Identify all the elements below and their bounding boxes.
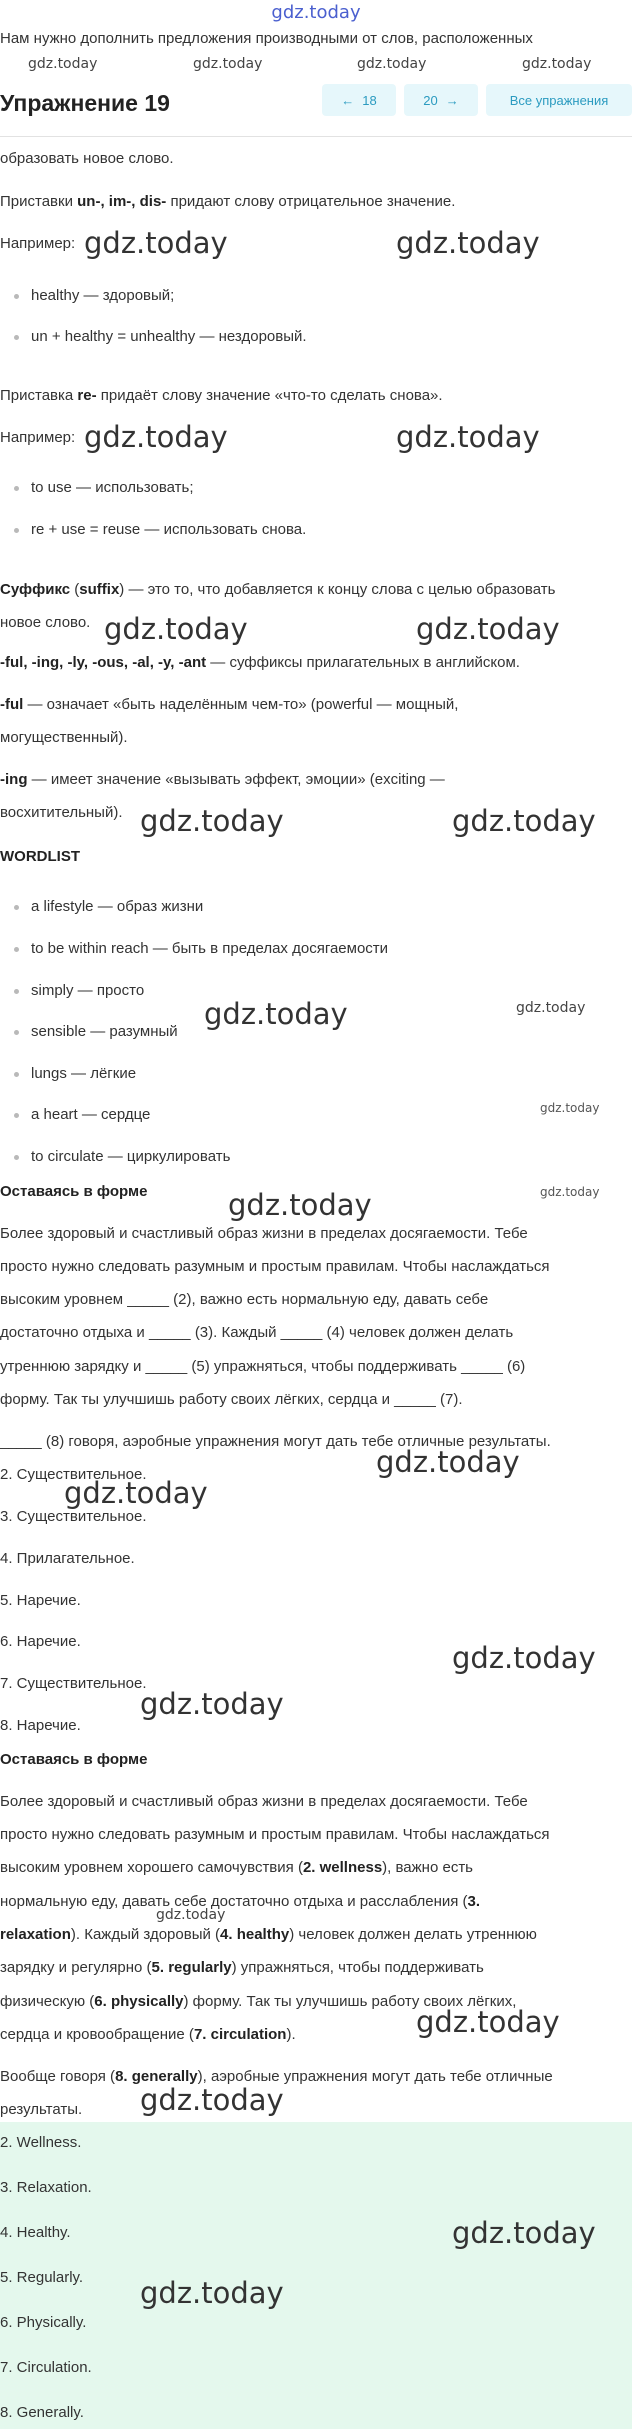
watermark: gdz.today (396, 226, 540, 260)
list-item: lungs — лёгкие (14, 1065, 136, 1082)
page-title: Упражнение 19 (0, 90, 170, 116)
bullet-icon (14, 528, 19, 533)
next-exercise-label: 20 (423, 92, 438, 108)
watermark: gdz.today (416, 2005, 560, 2039)
header-divider (0, 136, 632, 137)
part-of-speech: 2. Существительное. (0, 1466, 147, 1483)
solution-text: просто нужно следовать разумным и простым правилам. Чтобы наслаждаться (0, 1826, 550, 1843)
theory-text: Суффикс (suffix) — это то, что добавляется к концу слова с целью образовать (0, 581, 556, 598)
wordlist-title: WORDLIST (0, 848, 80, 865)
answers-panel (0, 2122, 632, 2429)
list-item: to circulate — циркулировать (14, 1148, 230, 1165)
task-text: Более здоровый и счастливый образ жизни в пределах досягаемости. Тебе (0, 1225, 528, 1242)
theory-text: Приставки un-, im-, dis- придают слову отрицательное значение. (0, 193, 456, 210)
task-text: _____ (8) говоря, аэробные упражнения могут дать тебе отличные результаты. (0, 1433, 551, 1450)
theory-text: новое слово. (0, 614, 91, 631)
theory-text: -ing — имеет значение «вызывать эффект, эмоции» (exciting — (0, 771, 445, 788)
watermark: gdz.today (376, 1445, 520, 1479)
bullet-icon (14, 947, 19, 952)
bullet-icon (14, 1072, 19, 1077)
task-text: утреннюю зарядку и _____ (5) упражняться, чтобы поддерживать _____ (6) (0, 1358, 526, 1375)
watermark: gdz.today (540, 1101, 600, 1115)
watermark: gdz.today (540, 1185, 600, 1199)
watermark: gdz.today (193, 56, 263, 72)
all-exercises-button[interactable]: Все упражнения (486, 84, 632, 116)
solution-text: Более здоровый и счастливый образ жизни в пределах досягаемости. Тебе (0, 1793, 528, 1810)
example-label: Например: (0, 235, 76, 252)
watermark: gdz.today (140, 1687, 284, 1721)
solution-text: нормальную еду, давать себе достаточно отдыха и расслабления (3. (0, 1893, 481, 1910)
list-item: a heart — сердце (14, 1106, 150, 1123)
solution-text: результаты. (0, 2101, 83, 2118)
watermark: gdz.today (140, 2276, 284, 2310)
solution-text: relaxation). Каждый здоровый (4. healthy) человек должен делать утреннюю (0, 1926, 537, 1943)
exercise-header (0, 84, 632, 122)
answer-item: 6. Physically. (0, 2314, 87, 2331)
part-of-speech: 6. Наречие. (0, 1633, 81, 1650)
bullet-icon (14, 486, 19, 491)
watermark: gdz.today (416, 612, 560, 646)
task-text: просто нужно следовать разумным и простым правилам. Чтобы наслаждаться (0, 1258, 550, 1275)
task-title: Оставаясь в форме (0, 1183, 148, 1200)
next-exercise-button[interactable] (404, 84, 478, 116)
task-text: высоким уровнем _____ (2), важно есть нормальную еду, давать себе (0, 1291, 489, 1308)
watermark: gdz.today (104, 612, 248, 646)
part-of-speech: 5. Наречие. (0, 1592, 81, 1609)
theory-text: восхитительный). (0, 804, 123, 821)
bullet-icon (14, 1030, 19, 1035)
list-item: simply — просто (14, 982, 144, 999)
task-text: достаточно отдыха и _____ (3). Каждый _____ (4) человек должен делать (0, 1324, 514, 1341)
list-item: re + use = reuse — использовать снова. (14, 521, 306, 538)
site-logo[interactable]: gdz.today (271, 2, 361, 23)
watermark: gdz.today (204, 997, 348, 1031)
part-of-speech: 3. Существительное. (0, 1508, 147, 1525)
solution-text: сердца и кровообращение (7. circulation). (0, 2026, 296, 2043)
task-text: форму. Так ты улучшишь работу своих лёгких, сердца и _____ (7). (0, 1391, 463, 1408)
part-of-speech: 7. Существительное. (0, 1675, 147, 1692)
bullet-icon (14, 1155, 19, 1160)
bullet-icon (14, 905, 19, 910)
arrow-left-icon: ← (341, 92, 355, 108)
watermark: gdz.today (452, 1641, 596, 1675)
answer-item: 5. Regularly. (0, 2269, 84, 2286)
intro-text: Нам нужно дополнить предложения производными от слов, расположенных (0, 30, 533, 47)
part-of-speech: 4. Прилагательное. (0, 1550, 135, 1567)
arrow-right-icon: → (445, 92, 459, 108)
answer-item: 4. Healthy. (0, 2224, 71, 2241)
list-item: a lifestyle — образ жизни (14, 898, 203, 915)
answer-item: 8. Generally. (0, 2404, 84, 2421)
watermark: gdz.today (228, 1188, 372, 1222)
solution-text: физическую (6. physically) форму. Так ты улучшишь работу своих лёгких, (0, 1993, 517, 2010)
theory-text: Приставка re- придаёт слову значение «что-то сделать снова». (0, 387, 443, 404)
theory-text: могущественный). (0, 729, 128, 746)
watermark: gdz.today (396, 420, 540, 454)
example-label: Например: (0, 429, 76, 446)
answer-item: 2. Wellness. (0, 2134, 82, 2151)
watermark: gdz.today (28, 56, 98, 72)
list-item: un + healthy = unhealthy — нездоровый. (14, 328, 307, 345)
watermark: gdz.today (522, 56, 592, 72)
part-of-speech: 8. Наречие. (0, 1717, 81, 1734)
solution-text: высоким уровнем хорошего самочувствия (2. wellness), важно есть (0, 1859, 473, 1876)
bullet-icon (14, 294, 19, 299)
watermark: gdz.today (516, 1000, 586, 1016)
prev-exercise-button[interactable] (322, 84, 396, 116)
theory-text: -ful, -ing, -ly, -ous, -al, -y, -ant — суффиксы прилагательных в английском. (0, 654, 520, 671)
bullet-icon (14, 989, 19, 994)
watermark-row (0, 56, 632, 76)
watermark: gdz.today (140, 804, 284, 838)
list-item: healthy — здоровый; (14, 287, 174, 304)
list-item: to use — использовать; (14, 479, 194, 496)
watermark: gdz.today (452, 804, 596, 838)
solution-title: Оставаясь в форме (0, 1751, 148, 1768)
list-item: sensible — разумный (14, 1023, 178, 1040)
theory-text: -ful — означает «быть наделённым чем-то» (powerful — мощный, (0, 696, 459, 713)
bullet-icon (14, 1113, 19, 1118)
prev-exercise-label: 18 (362, 92, 377, 108)
answer-item: 3. Relaxation. (0, 2179, 92, 2196)
bullet-icon (14, 335, 19, 340)
answer-item: 7. Circulation. (0, 2359, 92, 2376)
watermark: gdz.today (140, 2083, 284, 2117)
watermark: gdz.today (357, 56, 427, 72)
watermark: gdz.today (84, 420, 228, 454)
theory-text: образовать новое слово. (0, 150, 174, 167)
list-item: to be within reach — быть в пределах досягаемости (14, 940, 388, 957)
watermark: gdz.today (64, 1476, 208, 1510)
watermark: gdz.today (452, 2216, 596, 2250)
solution-text: Вообще говоря (8. generally), аэробные упражнения могут дать тебе отличные (0, 2068, 553, 2085)
watermark: gdz.today (156, 1907, 226, 1923)
solution-text: зарядку и регулярно (5. regularly) упражняться, чтобы поддерживать (0, 1959, 484, 1976)
watermark: gdz.today (84, 226, 228, 260)
